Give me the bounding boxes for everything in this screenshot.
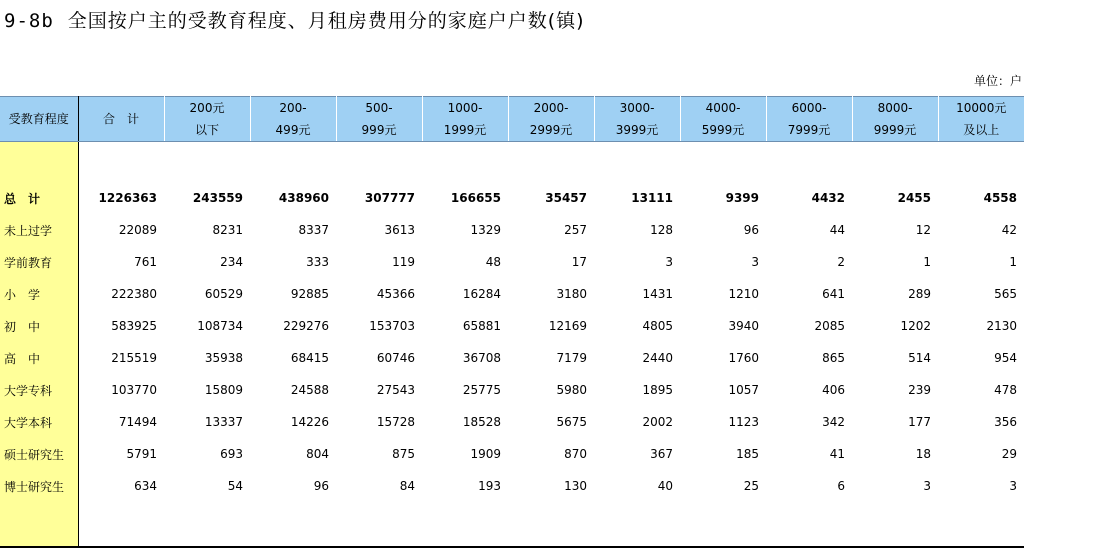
page-title [4,6,585,33]
value-cell: 438960 [278,191,329,205]
value-cell: 3 [665,255,673,269]
value-cell: 356 [994,415,1017,429]
value-cell: 1909 [470,447,501,461]
value-cell: 42 [1001,223,1017,237]
value-cell: 18528 [462,415,501,429]
column-header: 200元 以下 [164,97,250,142]
value-cell: 92885 [290,287,329,301]
value-cell: 4805 [642,319,673,333]
table-row [0,182,1024,214]
value-cell: 185 [736,447,759,461]
value-cell: 15809 [204,383,243,397]
value-cell: 478 [994,383,1017,397]
value-cell: 7179 [556,351,587,365]
value-cell: 5791 [126,447,157,461]
value-cell: 12 [915,223,931,237]
row-label: 硕士研究生 [0,438,78,470]
value-cell: 2455 [897,191,931,205]
value-cell: 119 [392,255,415,269]
value-cell: 48 [485,255,501,269]
column-header: 200- 499元 [250,97,336,142]
value-cell: 229276 [283,319,329,333]
spacer-row [0,142,1024,183]
row-label: 未上过学 [0,214,78,246]
value-cell: 68415 [290,351,329,365]
value-cell: 4432 [811,191,845,205]
data-table [0,96,1024,548]
value-cell: 1226363 [98,191,157,205]
value-cell: 16284 [462,287,501,301]
value-cell: 177 [908,415,931,429]
value-cell: 128 [650,223,673,237]
value-cell: 153703 [369,319,415,333]
value-cell: 222380 [111,287,157,301]
value-cell: 289 [908,287,931,301]
value-cell: 9399 [725,191,759,205]
value-cell: 954 [994,351,1017,365]
value-cell: 641 [822,287,845,301]
column-header: 8000- 9999元 [852,97,938,142]
row-label: 学前教育 [0,246,78,278]
value-cell: 18 [915,447,931,461]
value-cell: 333 [306,255,329,269]
value-cell: 14226 [290,415,329,429]
table-end-row [0,502,1024,547]
column-header: 4000- 5999元 [680,97,766,142]
value-cell: 1202 [900,319,931,333]
row-header-cell: 受教育程度 [0,97,78,142]
value-cell: 6 [837,479,845,493]
column-header: 2000- 2999元 [508,97,594,142]
table-row [0,214,1024,246]
value-cell: 60746 [376,351,415,365]
value-cell: 3613 [384,223,415,237]
value-cell: 8337 [298,223,329,237]
value-cell: 2130 [986,319,1017,333]
value-cell: 71494 [118,415,157,429]
value-cell: 2 [837,255,845,269]
table-row [0,310,1024,342]
value-cell: 17 [571,255,587,269]
value-cell: 24588 [290,383,329,397]
value-cell: 60529 [204,287,243,301]
value-cell: 307777 [364,191,415,205]
header-row [0,97,1024,142]
value-cell: 45366 [376,287,415,301]
value-cell: 865 [822,351,845,365]
table-row [0,470,1024,502]
unit-label: 单位：户 [973,74,1022,88]
value-cell: 1 [923,255,931,269]
value-cell: 761 [134,255,157,269]
value-cell: 44 [829,223,845,237]
value-cell: 565 [994,287,1017,301]
value-cell: 1 [1009,255,1017,269]
value-cell: 13337 [204,415,243,429]
value-cell: 25 [743,479,759,493]
value-cell: 1210 [728,287,759,301]
value-cell: 870 [564,447,587,461]
row-label: 小 学 [0,278,78,310]
value-cell: 3940 [728,319,759,333]
column-header: 10000元 及以上 [938,97,1024,142]
column-header: 500- 999元 [336,97,422,142]
value-cell: 35457 [545,191,587,205]
value-cell: 1895 [642,383,673,397]
value-cell: 8231 [212,223,243,237]
value-cell: 36708 [462,351,501,365]
value-cell: 193 [478,479,501,493]
value-cell: 15728 [376,415,415,429]
value-cell: 5980 [556,383,587,397]
value-cell: 29 [1001,447,1017,461]
table-row [0,342,1024,374]
value-cell: 96 [313,479,329,493]
column-header: 合 计 [78,97,164,142]
value-cell: 22089 [118,223,157,237]
value-cell: 634 [134,479,157,493]
value-cell: 4558 [983,191,1017,205]
value-cell: 804 [306,447,329,461]
table-title: 全国按户主的受教育程度、月租房费用分的家庭户户数(镇) [67,10,585,32]
value-cell: 40 [657,479,673,493]
row-label: 大学专科 [0,374,78,406]
table-row [0,406,1024,438]
value-cell: 5675 [556,415,587,429]
data-sheet [0,96,1024,524]
table-row [0,246,1024,278]
value-cell: 2085 [814,319,845,333]
value-cell: 215519 [111,351,157,365]
label-cell [0,142,78,183]
value-cell: 583925 [111,319,157,333]
value-cell: 2002 [642,415,673,429]
value-cell: 234 [220,255,243,269]
column-header: 3000- 3999元 [594,97,680,142]
row-label: 大学本科 [0,406,78,438]
value-cell: 875 [392,447,415,461]
value-cell: 1431 [642,287,673,301]
value-cell: 367 [650,447,673,461]
value-cell: 27543 [376,383,415,397]
value-cell: 239 [908,383,931,397]
value-cell: 13111 [631,191,673,205]
value-cell: 1329 [470,223,501,237]
value-cell: 243559 [192,191,243,205]
value-cell: 108734 [197,319,243,333]
value-cell: 342 [822,415,845,429]
value-cell: 406 [822,383,845,397]
row-label: 初 中 [0,310,78,342]
value-cell: 257 [564,223,587,237]
value-cell: 35938 [204,351,243,365]
value-cell: 41 [829,447,845,461]
value-cell: 96 [743,223,759,237]
table-row [0,438,1024,470]
value-cell: 12169 [548,319,587,333]
row-label: 高 中 [0,342,78,374]
value-cell: 25775 [462,383,501,397]
value-cell: 1760 [728,351,759,365]
table-code: 9-8b [4,10,54,32]
value-cell: 3 [751,255,759,269]
table-row [0,374,1024,406]
value-cell: 514 [908,351,931,365]
table-row [0,278,1024,310]
value-cell: 54 [227,479,243,493]
column-header: 1000- 1999元 [422,97,508,142]
value-cell: 3180 [556,287,587,301]
value-cell: 2440 [642,351,673,365]
value-cell: 693 [220,447,243,461]
value-cell: 1057 [728,383,759,397]
value-cell: 103770 [111,383,157,397]
column-header: 6000- 7999元 [766,97,852,142]
value-cell: 3 [1009,479,1017,493]
value-cell: 65881 [462,319,501,333]
value-cell: 3 [923,479,931,493]
value-cell: 1123 [728,415,759,429]
value-cell: 130 [564,479,587,493]
row-label: 总 计 [0,182,78,214]
row-label: 博士研究生 [0,470,78,502]
value-cell: 84 [399,479,415,493]
value-cell: 166655 [450,191,501,205]
